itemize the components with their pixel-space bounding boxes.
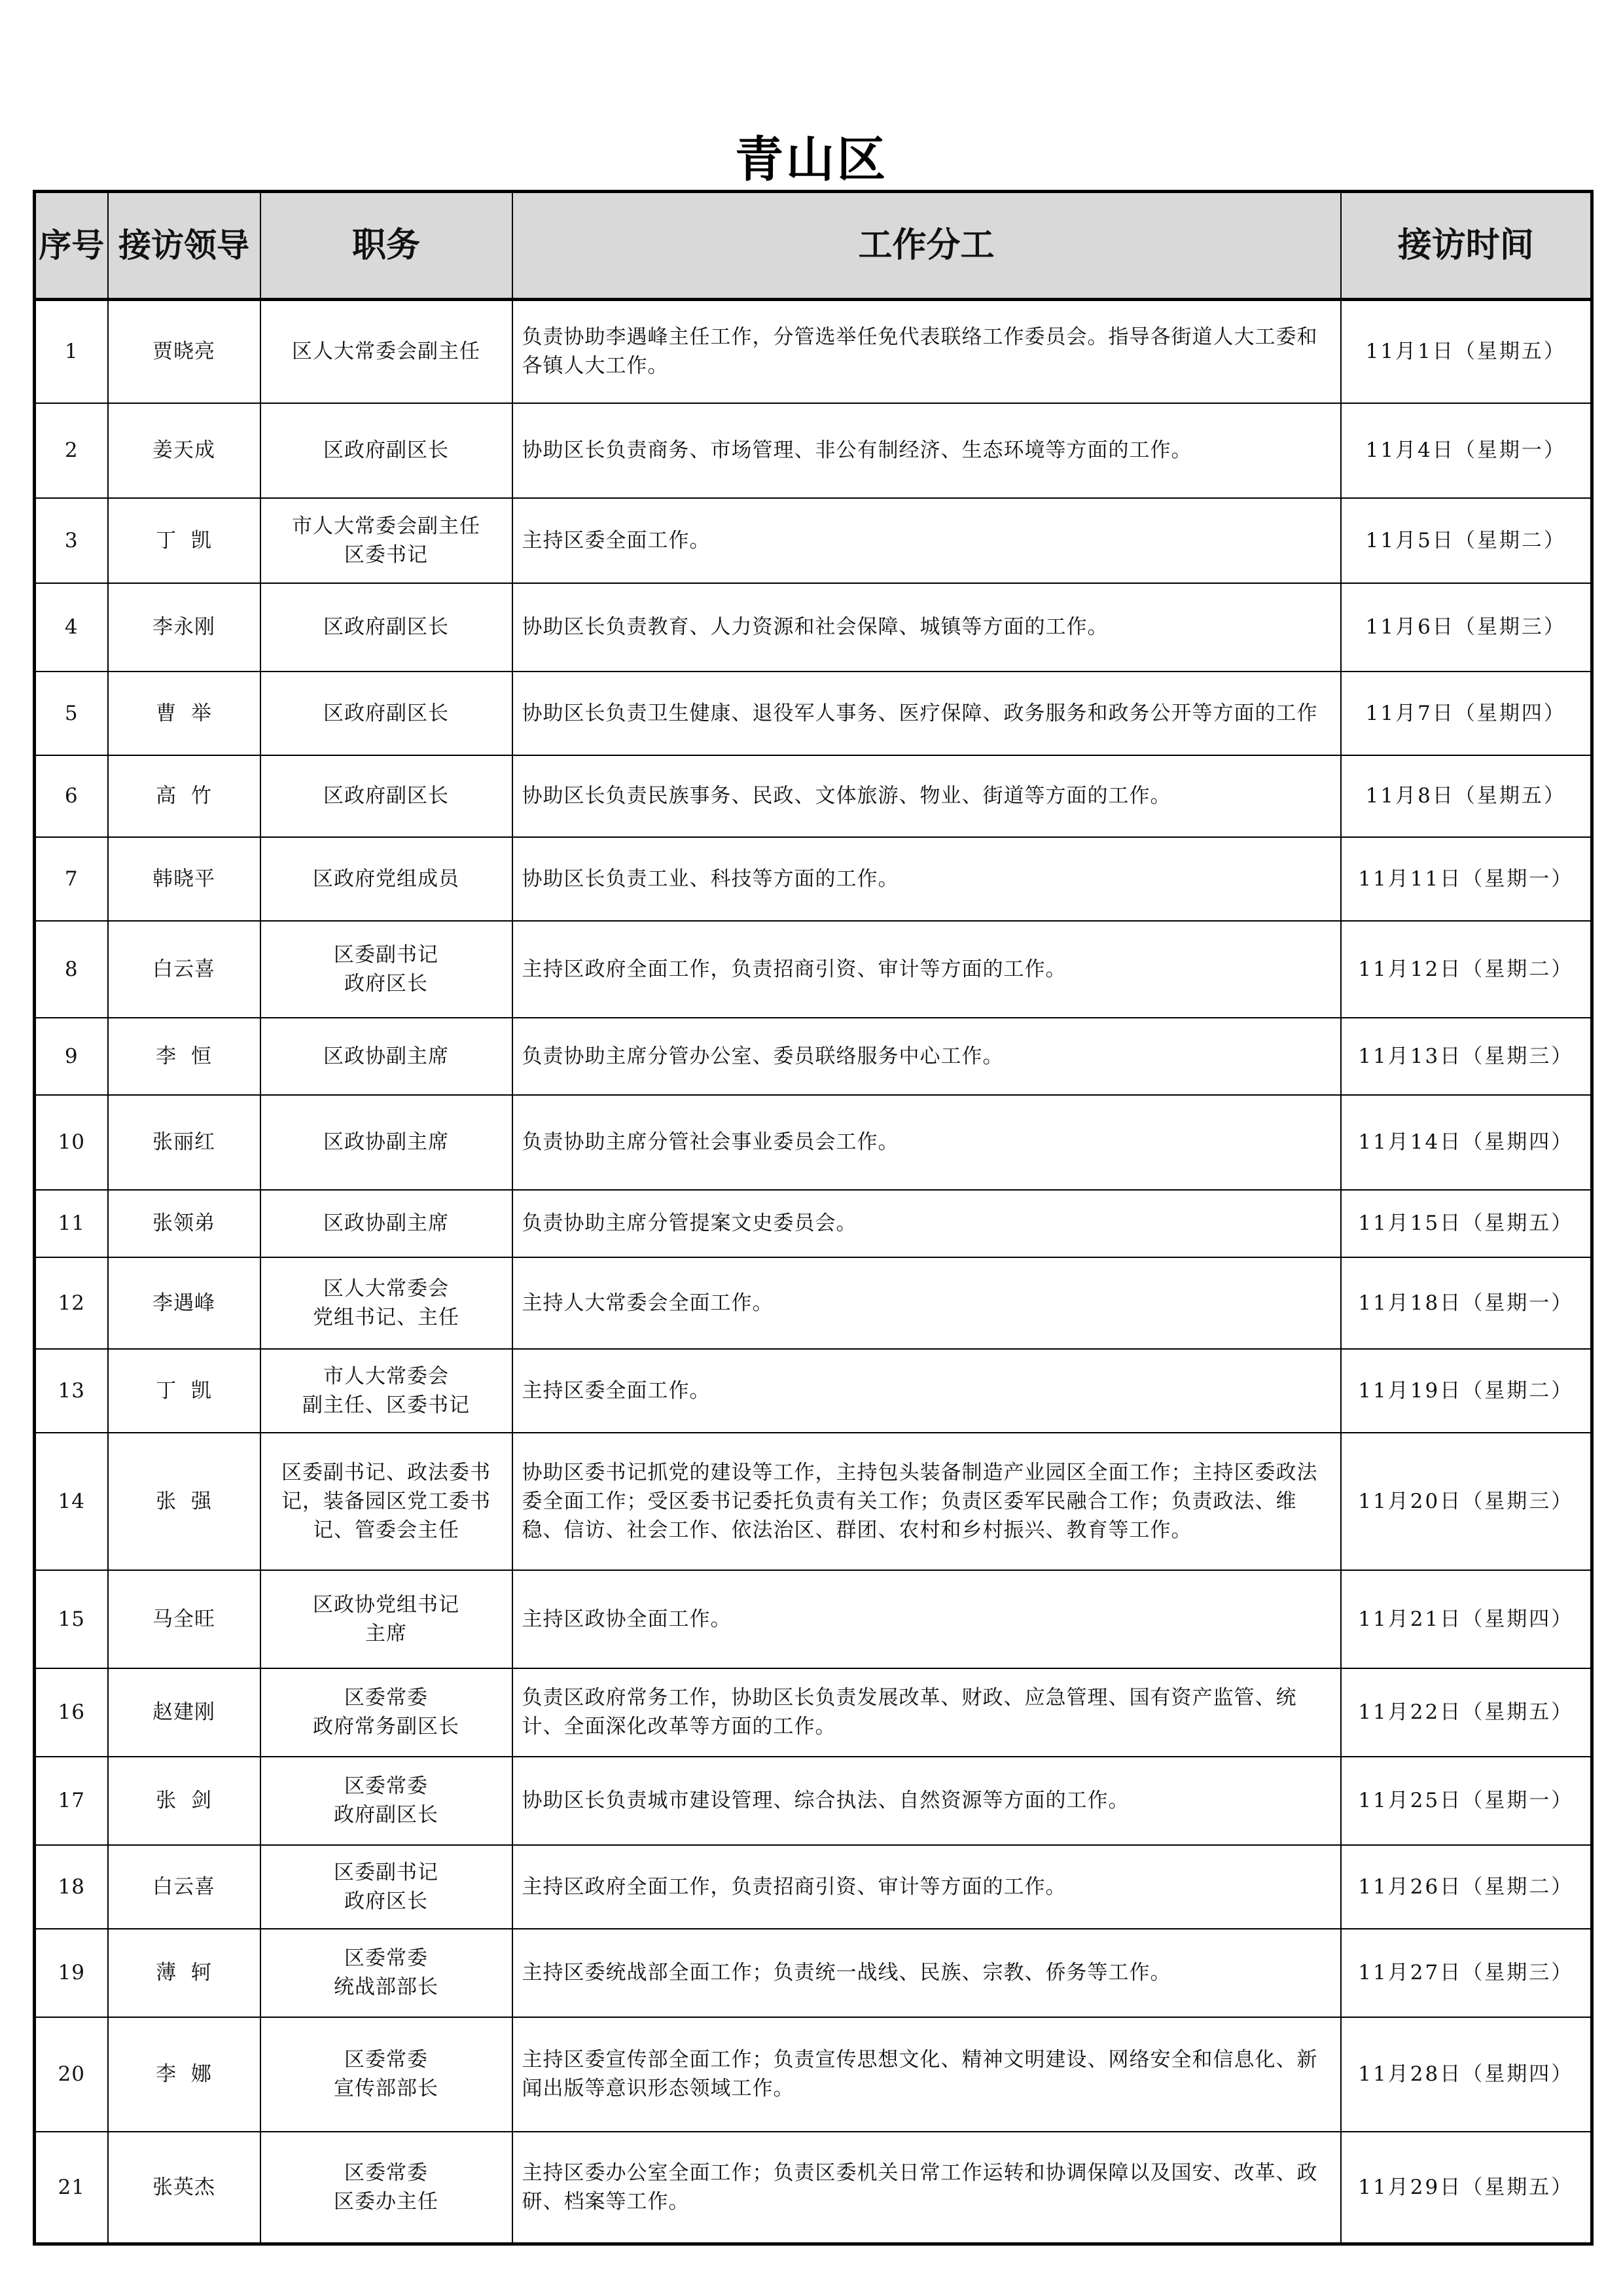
cell-position: 区政协党组书记 主席 — [260, 1570, 512, 1668]
cell-position: 区人大常委会 党组书记、主任 — [260, 1257, 512, 1349]
cell-time: 11月7日（星期四） — [1341, 672, 1592, 755]
cell-seq: 20 — [35, 2017, 108, 2132]
cell-seq: 16 — [35, 1668, 108, 1757]
cell-seq: 4 — [35, 583, 108, 672]
cell-time: 11月29日（星期五） — [1341, 2132, 1592, 2244]
reception-schedule-table — [33, 190, 1594, 2246]
cell-duty: 协助区长负责民族事务、民政、文体旅游、物业、街道等方面的工作。 — [512, 755, 1341, 837]
cell-seq: 18 — [35, 1845, 108, 1929]
cell-position: 区政府副区长 — [260, 755, 512, 837]
cell-duty: 主持区委办公室全面工作；负责区委机关日常工作运转和协调保障以及国安、改革、政研、档案等工作。 — [512, 2132, 1341, 2244]
cell-position: 区人大常委会副主任 — [260, 300, 512, 403]
cell-seq: 13 — [35, 1349, 108, 1433]
cell-duty: 负责协助主席分管提案文史委员会。 — [512, 1190, 1341, 1257]
cell-leader: 白云喜 — [108, 921, 260, 1018]
cell-leader: 张 强 — [108, 1433, 260, 1570]
cell-position: 区政协副主席 — [260, 1190, 512, 1257]
cell-leader: 张领弟 — [108, 1190, 260, 1257]
cell-seq: 9 — [35, 1018, 108, 1095]
cell-leader: 薄 轲 — [108, 1929, 260, 2017]
table-row — [35, 1757, 1592, 1845]
table-row — [35, 1845, 1592, 1929]
page-title: 青山区 — [735, 132, 888, 188]
cell-seq: 11 — [35, 1190, 108, 1257]
table-row — [35, 2132, 1592, 2244]
table-row — [35, 1570, 1592, 1668]
cell-leader: 李永刚 — [108, 583, 260, 672]
header-row — [35, 192, 1592, 300]
table-row — [35, 583, 1592, 672]
cell-time: 11月4日（星期一） — [1341, 403, 1592, 498]
cell-seq: 14 — [35, 1433, 108, 1570]
cell-time: 11月27日（星期三） — [1341, 1929, 1592, 2017]
cell-time: 11月13日（星期三） — [1341, 1018, 1592, 1095]
cell-duty: 主持区委全面工作。 — [512, 1349, 1341, 1433]
header-leader: 接访领导 — [108, 192, 260, 300]
table-row — [35, 1349, 1592, 1433]
cell-duty: 协助区长负责工业、科技等方面的工作。 — [512, 837, 1341, 921]
cell-position: 区委副书记、政法委书记，装备园区党工委书记、管委会主任 — [260, 1433, 512, 1570]
cell-time: 11月1日（星期五） — [1341, 300, 1592, 403]
header-position: 职务 — [260, 192, 512, 300]
cell-seq: 2 — [35, 403, 108, 498]
cell-position: 区政府副区长 — [260, 403, 512, 498]
cell-time: 11月8日（星期五） — [1341, 755, 1592, 837]
cell-duty: 负责协助主席分管办公室、委员联络服务中心工作。 — [512, 1018, 1341, 1095]
cell-time: 11月19日（星期二） — [1341, 1349, 1592, 1433]
table-row — [35, 1668, 1592, 1757]
cell-duty: 负责协助主席分管社会事业委员会工作。 — [512, 1095, 1341, 1190]
cell-leader: 赵建刚 — [108, 1668, 260, 1757]
cell-duty: 协助区长负责商务、市场管理、非公有制经济、生态环境等方面的工作。 — [512, 403, 1341, 498]
cell-time: 11月5日（星期二） — [1341, 498, 1592, 583]
cell-seq: 12 — [35, 1257, 108, 1349]
cell-duty: 协助区长负责城市建设管理、综合执法、自然资源等方面的工作。 — [512, 1757, 1341, 1845]
cell-duty: 主持人大常委会全面工作。 — [512, 1257, 1341, 1349]
cell-time: 11月20日（星期三） — [1341, 1433, 1592, 1570]
table-row — [35, 1018, 1592, 1095]
cell-leader: 高 竹 — [108, 755, 260, 837]
cell-position: 区政协副主席 — [260, 1018, 512, 1095]
cell-duty: 主持区政府全面工作，负责招商引资、审计等方面的工作。 — [512, 1845, 1341, 1929]
cell-leader: 姜天成 — [108, 403, 260, 498]
cell-leader: 贾晓亮 — [108, 300, 260, 403]
table-row — [35, 672, 1592, 755]
cell-position: 市人大常委会 副主任、区委书记 — [260, 1349, 512, 1433]
table-row — [35, 837, 1592, 921]
cell-duty: 负责区政府常务工作，协助区长负责发展改革、财政、应急管理、国有资产监管、统计、全面深化改革等方面的工作。 — [512, 1668, 1341, 1757]
cell-time: 11月25日（星期一） — [1341, 1757, 1592, 1845]
cell-position: 区委副书记 政府区长 — [260, 1845, 512, 1929]
table-row — [35, 300, 1592, 403]
cell-seq: 10 — [35, 1095, 108, 1190]
cell-time: 11月18日（星期一） — [1341, 1257, 1592, 1349]
cell-position: 区委常委 政府常务副区长 — [260, 1668, 512, 1757]
header-duty: 工作分工 — [512, 192, 1341, 300]
cell-duty: 主持区政府全面工作，负责招商引资、审计等方面的工作。 — [512, 921, 1341, 1018]
table-row — [35, 1433, 1592, 1570]
cell-leader: 韩晓平 — [108, 837, 260, 921]
cell-duty: 主持区委全面工作。 — [512, 498, 1341, 583]
cell-leader: 李 娜 — [108, 2017, 260, 2132]
cell-position: 区委常委 宣传部部长 — [260, 2017, 512, 2132]
table-row — [35, 2017, 1592, 2132]
table-row — [35, 1257, 1592, 1349]
cell-leader: 李 恒 — [108, 1018, 260, 1095]
cell-leader: 张 剑 — [108, 1757, 260, 1845]
table-row — [35, 1929, 1592, 2017]
cell-leader: 张丽红 — [108, 1095, 260, 1190]
cell-seq: 6 — [35, 755, 108, 837]
cell-duty: 主持区政协全面工作。 — [512, 1570, 1341, 1668]
cell-position: 区委副书记 政府区长 — [260, 921, 512, 1018]
header-time: 接访时间 — [1341, 192, 1592, 300]
cell-time: 11月26日（星期二） — [1341, 1845, 1592, 1929]
cell-leader: 曹 举 — [108, 672, 260, 755]
cell-position: 区委常委 区委办主任 — [260, 2132, 512, 2244]
cell-time: 11月15日（星期五） — [1341, 1190, 1592, 1257]
cell-leader: 丁 凯 — [108, 1349, 260, 1433]
cell-duty: 负责协助李遇峰主任工作，分管选举任免代表联络工作委员会。指导各街道人大工委和各镇人大工作。 — [512, 300, 1341, 403]
cell-leader: 白云喜 — [108, 1845, 260, 1929]
cell-time: 11月22日（星期五） — [1341, 1668, 1592, 1757]
cell-leader: 丁 凯 — [108, 498, 260, 583]
cell-seq: 3 — [35, 498, 108, 583]
cell-position: 区政府党组成员 — [260, 837, 512, 921]
cell-duty: 协助区长负责卫生健康、退役军人事务、医疗保障、政务服务和政务公开等方面的工作 — [512, 672, 1341, 755]
cell-position: 区政府副区长 — [260, 583, 512, 672]
cell-time: 11月12日（星期二） — [1341, 921, 1592, 1018]
cell-time: 11月6日（星期三） — [1341, 583, 1592, 672]
cell-seq: 17 — [35, 1757, 108, 1845]
cell-seq: 15 — [35, 1570, 108, 1668]
cell-duty: 主持区委统战部全面工作；负责统一战线、民族、宗教、侨务等工作。 — [512, 1929, 1341, 2017]
cell-leader: 李遇峰 — [108, 1257, 260, 1349]
table-row — [35, 498, 1592, 583]
cell-position: 区政协副主席 — [260, 1095, 512, 1190]
cell-position: 区委常委 统战部部长 — [260, 1929, 512, 2017]
cell-duty: 主持区委宣传部全面工作；负责宣传思想文化、精神文明建设、网络安全和信息化、新闻出版等意识形态领域工作。 — [512, 2017, 1341, 2132]
cell-leader: 张英杰 — [108, 2132, 260, 2244]
cell-position: 区政府副区长 — [260, 672, 512, 755]
cell-time: 11月28日（星期四） — [1341, 2017, 1592, 2132]
cell-seq: 1 — [35, 300, 108, 403]
cell-duty: 协助区委书记抓党的建设等工作，主持包头装备制造产业园区全面工作；主持区委政法委全面工作；受区委书记委托负责有关工作；负责区委军民融合工作；负责政法、维稳、信访、社会工作、依法治区、群团、农村和乡村振兴、教育等工作。 — [512, 1433, 1341, 1570]
cell-leader: 马全旺 — [108, 1570, 260, 1668]
cell-seq: 21 — [35, 2132, 108, 2244]
cell-duty: 协助区长负责教育、人力资源和社会保障、城镇等方面的工作。 — [512, 583, 1341, 672]
table-row — [35, 1095, 1592, 1190]
cell-time: 11月11日（星期一） — [1341, 837, 1592, 921]
cell-seq: 8 — [35, 921, 108, 1018]
table-row — [35, 921, 1592, 1018]
cell-time: 11月21日（星期四） — [1341, 1570, 1592, 1668]
table-row — [35, 755, 1592, 837]
table-row — [35, 1190, 1592, 1257]
cell-position: 市人大常委会副主任 区委书记 — [260, 498, 512, 583]
table-row — [35, 403, 1592, 498]
cell-time: 11月14日（星期四） — [1341, 1095, 1592, 1190]
cell-seq: 19 — [35, 1929, 108, 2017]
cell-seq: 5 — [35, 672, 108, 755]
cell-position: 区委常委 政府副区长 — [260, 1757, 512, 1845]
cell-seq: 7 — [35, 837, 108, 921]
header-seq: 序号 — [35, 192, 108, 300]
